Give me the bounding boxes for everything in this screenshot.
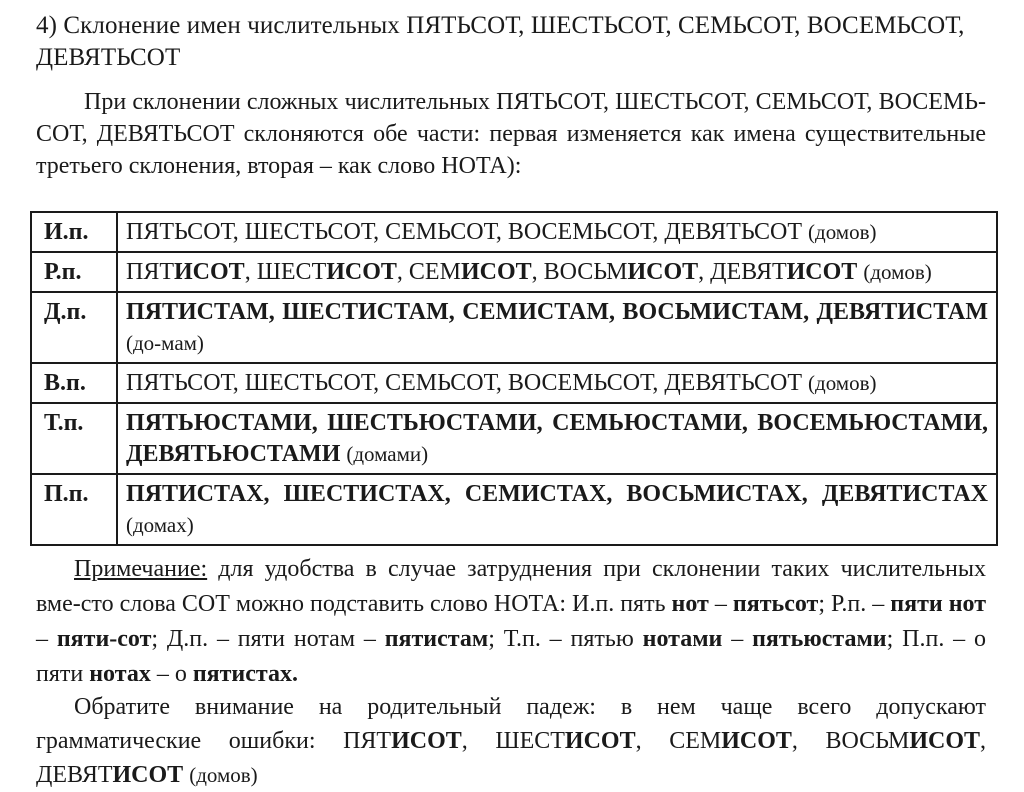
form-ending: ИСОТ <box>174 259 245 285</box>
noun-hint: (до-мам) <box>126 331 204 355</box>
case-label: П.п. <box>31 474 117 545</box>
form-stem: ПЯТ <box>126 259 174 285</box>
noun-hint: (домов) <box>189 763 258 787</box>
form-ending: ИСОТ <box>391 728 462 754</box>
note-bold: пятьсот <box>732 591 819 617</box>
note-text: ; П.п. – о пяти <box>36 626 986 687</box>
note-bold: пятистах. <box>192 661 298 687</box>
note-bold: нотами <box>642 626 723 652</box>
note-text: – <box>708 591 733 617</box>
form-ending: ИСОТ <box>721 728 792 754</box>
table-row <box>31 403 997 474</box>
case-forms <box>117 292 997 363</box>
note-label: Примечание: <box>74 556 208 582</box>
separator: , <box>791 728 826 754</box>
form-ending: ИСОТ <box>627 259 699 285</box>
note-bold: пяти нот <box>890 591 987 617</box>
note-paragraph <box>36 552 986 692</box>
warning-text: Обратите внимание на родительный падеж: в нем чаще всего допускают грамматические ошибки: <box>36 694 986 754</box>
note-text: – <box>722 626 753 652</box>
separator: , <box>635 728 670 754</box>
form-ending: ИСОТ <box>786 259 858 285</box>
table-row <box>31 292 997 363</box>
table-row <box>31 212 997 252</box>
section-number: 4) <box>36 12 58 39</box>
table-row <box>31 474 997 545</box>
table-row <box>31 252 997 292</box>
note-text: для удобства в случае затруднения при склонении таких числительных вме-сто слова СОТ можно подставить слово НОТА: И.п. пять <box>36 556 986 617</box>
form-stem: ДЕВЯТ <box>710 259 787 285</box>
genitive-warning-paragraph <box>36 690 986 792</box>
form-stem: ВОСЬМ <box>825 728 910 754</box>
note-text: – <box>36 626 57 652</box>
form-ending: ИСОТ <box>564 728 636 754</box>
note-text: – о <box>150 661 193 687</box>
separator: , <box>698 259 711 285</box>
case-forms <box>117 363 997 403</box>
section-title: Склонение имен числительных ПЯТЬСОТ, ШЕСТЬСОТ, СЕМЬСОТ, ВОСЕМЬСОТ, ДЕВЯТЬСОТ <box>36 12 965 71</box>
forms-text: ПЯТЬЮСТАМИ, ШЕСТЬЮСТАМИ, СЕМЬЮСТАМИ, ВОСЕМЬЮСТАМИ, ДЕВЯТЬЮСТАМИ <box>126 410 988 467</box>
case-label: В.п. <box>31 363 117 403</box>
case-label: И.п. <box>31 212 117 252</box>
section-heading <box>36 10 986 74</box>
form-stem: ВОСЬМ <box>543 259 628 285</box>
separator: , <box>396 259 409 285</box>
table-row <box>31 363 997 403</box>
note-bold: пятьюстами <box>752 626 887 652</box>
form-stem: СЕМ <box>408 259 461 285</box>
noun-hint: (домов) <box>808 220 877 244</box>
note-text: ; Д.п. – пяти нотам – <box>151 626 385 652</box>
note-text: ; Т.п. – пятью <box>488 626 643 652</box>
noun-hint: (домов) <box>863 260 932 284</box>
form-stem: ШЕСТ <box>256 259 327 285</box>
separator: , <box>244 259 257 285</box>
note-text: ; Р.п. – <box>818 591 891 617</box>
case-label: Т.п. <box>31 403 117 474</box>
separator: , <box>980 728 986 754</box>
case-forms <box>117 212 997 252</box>
form-stem: ДЕВЯТ <box>36 762 113 788</box>
note-bold: нотах <box>89 661 151 687</box>
case-label: Д.п. <box>31 292 117 363</box>
form-stem: ШЕСТ <box>495 728 565 754</box>
noun-hint: (домов) <box>808 371 877 395</box>
forms-text: ПЯТЬСОТ, ШЕСТЬСОТ, СЕМЬСОТ, ВОСЕМЬСОТ, ДЕВЯТЬСОТ <box>126 370 803 396</box>
form-ending: ИСОТ <box>460 259 532 285</box>
intro-text: При склонении сложных числительных ПЯТЬСОТ, ШЕСТЬСОТ, СЕМЬСОТ, ВОСЕМЬ-СОТ, ДЕВЯТЬСОТ склоняются обе части: первая изменяется как имена существительные третьего склонения, вторая – как слово НОТА): <box>36 89 986 179</box>
form-stem: СЕМ <box>669 728 722 754</box>
form-ending: ИСОТ <box>326 259 397 285</box>
case-forms <box>117 403 997 474</box>
note-bold: нот <box>671 591 709 617</box>
declension-table <box>30 211 998 546</box>
forms-text: ПЯТИСТАХ, ШЕСТИСТАХ, СЕМИСТАХ, ВОСЬМИСТАХ, ДЕВЯТИСТАХ <box>126 481 988 507</box>
separator: , <box>531 259 544 285</box>
intro-paragraph <box>36 86 986 182</box>
form-stem: ПЯТ <box>343 728 392 754</box>
note-bold: пяти-сот <box>56 626 152 652</box>
case-forms <box>117 252 997 292</box>
note-bold: пятистам <box>384 626 489 652</box>
noun-hint: (домах) <box>126 513 194 537</box>
separator: , <box>461 728 496 754</box>
forms-text: ПЯТИСТАМ, ШЕСТИСТАМ, СЕМИСТАМ, ВОСЬМИСТАМ, ДЕВЯТИСТАМ <box>126 299 988 325</box>
forms-text: ПЯТЬСОТ, ШЕСТЬСОТ, СЕМЬСОТ, ВОСЕМЬСОТ, ДЕВЯТЬСОТ <box>126 219 803 245</box>
case-label: Р.п. <box>31 252 117 292</box>
case-forms <box>117 474 997 545</box>
form-ending: ИСОТ <box>112 762 184 788</box>
noun-hint: (домами) <box>346 442 429 466</box>
form-ending: ИСОТ <box>909 728 980 754</box>
